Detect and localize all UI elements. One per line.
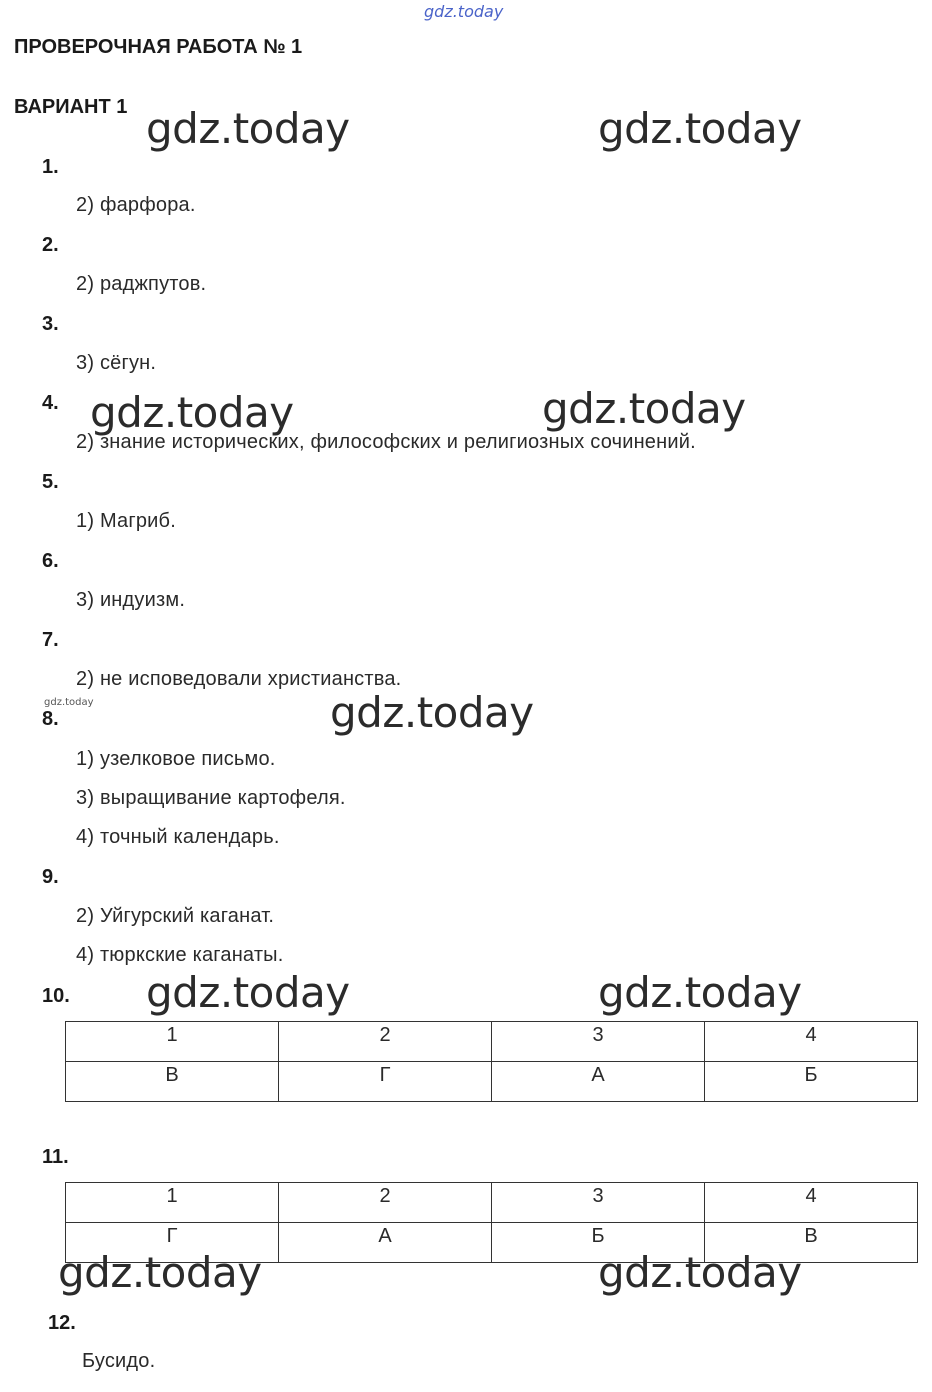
- table-row: [66, 1062, 918, 1102]
- table-cell: В: [66, 1062, 279, 1102]
- watermark: gdz.today: [146, 104, 350, 153]
- table-cell: 2: [279, 1022, 492, 1062]
- watermark: gdz.today: [146, 968, 350, 1017]
- table-cell: Б: [492, 1223, 705, 1263]
- watermark: gdz.today: [330, 688, 534, 737]
- table-cell: 1: [66, 1022, 279, 1062]
- answer-text: 2) знание исторических, философских и религиозных сочинений.: [76, 431, 696, 453]
- table-cell: 3: [492, 1183, 705, 1223]
- table-header-row: [66, 1022, 918, 1062]
- question-number: 3.: [42, 313, 59, 335]
- table-cell: А: [279, 1223, 492, 1263]
- question-number: 12.: [48, 1312, 76, 1334]
- question-number: 10.: [42, 985, 70, 1007]
- question-number: 4.: [42, 392, 59, 414]
- question-number: 6.: [42, 550, 59, 572]
- question-number: 8.: [42, 708, 59, 730]
- answer-text: 2) Уйгурский каганат.: [76, 905, 275, 927]
- table-cell: Г: [279, 1062, 492, 1102]
- answer-text: 4) тюркские каганаты.: [76, 944, 284, 966]
- answer-text: Бусидо.: [82, 1350, 156, 1372]
- answer-text: 3) сёгун.: [76, 352, 157, 374]
- answer-text: 3) индуизм.: [76, 589, 186, 611]
- answer-text: 3) выращивание картофеля.: [76, 787, 346, 809]
- watermark: gdz.today: [598, 968, 802, 1017]
- question-number: 11.: [42, 1146, 69, 1168]
- answer-text: 4) точный календарь.: [76, 826, 280, 848]
- watermark: gdz.today: [598, 1248, 802, 1297]
- table-cell: А: [492, 1062, 705, 1102]
- small-watermark: gdz.today: [44, 697, 94, 708]
- table-header-row: [66, 1183, 918, 1223]
- table-cell: 4: [705, 1022, 918, 1062]
- table-cell: Б: [705, 1062, 918, 1102]
- answer-text: 1) узелковое письмо.: [76, 748, 276, 770]
- watermark: gdz.today: [90, 388, 294, 437]
- question-number: 9.: [42, 866, 59, 888]
- answer-table-10: [65, 1021, 918, 1102]
- table-cell: 2: [279, 1183, 492, 1223]
- question-number: 2.: [42, 234, 59, 256]
- page-title: ПРОВЕРОЧНАЯ РАБОТА № 1: [14, 36, 303, 58]
- answer-text: 1) Магриб.: [76, 510, 176, 532]
- watermark: gdz.today: [58, 1248, 262, 1297]
- table-cell: Г: [66, 1223, 279, 1263]
- table-cell: 4: [705, 1183, 918, 1223]
- watermark: gdz.today: [542, 384, 746, 433]
- table-cell: 1: [66, 1183, 279, 1223]
- question-number: 1.: [42, 156, 59, 178]
- table-cell: В: [705, 1223, 918, 1263]
- answer-text: 2) раджпутов.: [76, 273, 207, 295]
- answer-text: 2) фарфора.: [76, 194, 196, 216]
- top-watermark: gdz.today: [424, 2, 504, 21]
- answer-text: 2) не исповедовали христианства.: [76, 668, 402, 690]
- question-number: 7.: [42, 629, 59, 651]
- watermark: gdz.today: [598, 104, 802, 153]
- variant-heading: ВАРИАНТ 1: [14, 96, 128, 118]
- table-cell: 3: [492, 1022, 705, 1062]
- question-number: 5.: [42, 471, 59, 493]
